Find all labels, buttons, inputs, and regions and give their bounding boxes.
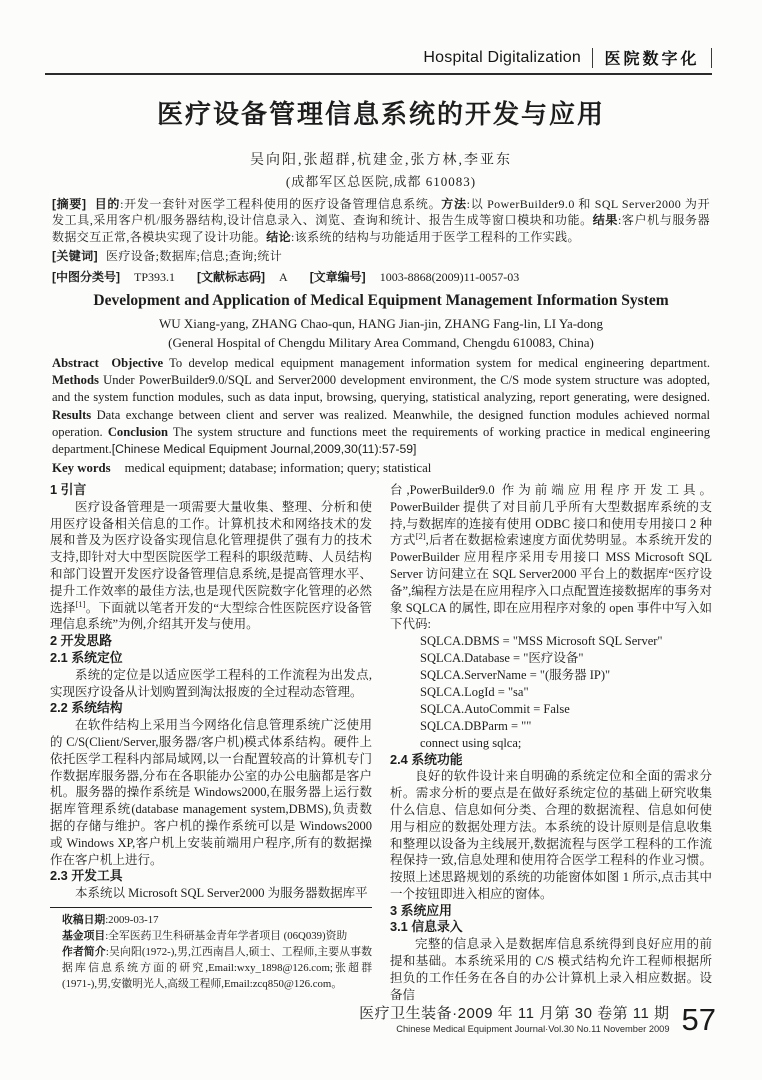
paragraph-functions: 良好的软件设计来自明确的系统定位和全面的需求分析。需求分析的要点是在做好系统定位的基础上研究收集什么信息、信息如何分类、合理的数据流程、信息如何使用与相应的数据处理方法。本系统的设计原则是信息收集和整理以设备为主线展开,数据流程与医学工程科的工作流程保持一致,信息处理和使用符合医学工程科的作业习惯。按照上述思路规划的系统的功能窗体如图 1 所示,点击其中一个按钮即进入相应的窗体。 [390, 769, 712, 901]
keywords-cn [52, 248, 710, 264]
meta-line [52, 269, 710, 285]
abstract-objective-text: :开发一套针对医学工程科使用的医疗设备管理信息系统。 [120, 197, 442, 211]
abstract-en-methods-label: Methods [52, 373, 99, 388]
abstract-en-lead: Abstract [52, 356, 99, 371]
abstract-tag: [摘要] [52, 197, 87, 211]
paragraph-intro-text: 医疗设备管理是一项需要大量收集、整理、分析和使用医疗设备相关信息的工作。计算机技术和网络技术的发展和普及为医疗设备实现信息化管理提供了强有力的技术支持,即针对大中型医院医学工程科的职级范畴、人员结构和部门设置开发医疗设备管理信息系统,是提高管理水平、提升工作效率的最佳方法,也是现代医院数字化管理的必然选择 [50, 499, 372, 615]
footer-journal-en: Chinese Medical Equipment Journal·Vol.30 No.11 November 2009 [396, 1023, 670, 1034]
abstract-en-objective-label: Objective [111, 356, 164, 371]
paragraph-positioning: 系统的定位是以适应医学工程科的工作流程为出发点,实现医疗设备从计划购置到淘汰报废的全过程动态管理。 [50, 667, 372, 699]
reference-mark-1: [1] [75, 598, 86, 609]
keywords-tag: [关键词] [52, 249, 98, 264]
reference-mark-2: [2] [415, 531, 426, 542]
fund-text: :全军医药卫生科研基金青年学者项目 (06Q039)资助 [105, 929, 348, 942]
section-heading-3: 3 系统应用 [390, 902, 452, 918]
code-line: SQLCA.ServerName = "(服务器 IP)" [420, 667, 611, 682]
header-column-title-en: Hospital Digitalization [423, 48, 581, 66]
article-no-tag: [文章编号] [309, 269, 366, 284]
abstract-methods-label: 方法 [441, 197, 467, 211]
keywords-text: 医疗设备;数据库;信息;查询;统计 [106, 249, 283, 264]
paragraph-intro [50, 499, 372, 633]
article-title-en: Development and Application of Medical Equipment Management Information System [93, 292, 669, 310]
abstract-en-results-text: Data exchange between client and server was realized. Meanwhile, the designed function modules achieved normal operation. [52, 407, 710, 439]
abstract-en-conclusion-text: The system structure and functions meet the requirements of working practice in medical engineering department. [52, 424, 711, 457]
footer-journal-cn: 医疗卫生装备·2009 年 11 月第 30 卷第 11 期 [359, 1004, 670, 1022]
paragraph-devtools-partial: 本系统以 Microsoft SQL Server2000 为服务器数据库平 [75, 886, 368, 901]
code-line: SQLCA.DBMS = "MSS Microsoft SQL Server" [420, 634, 663, 649]
section-heading-3-1: 3.1 信息录入 [390, 919, 463, 935]
code-line: connect using sqlca; [420, 735, 522, 750]
section-heading-2-1: 2.1 系统定位 [50, 649, 123, 665]
keywords-en-text: medical equipment; database; information; query; statistical [124, 461, 432, 476]
fund-label: 基金项目 [62, 929, 106, 942]
received-date-label: 收稿日期 [62, 913, 106, 926]
doc-code-value: A [279, 269, 288, 284]
page-number: 57 [681, 1002, 716, 1037]
abstract-conclusion-text: :该系统的结构与功能适用于医学工程科的工作实践。 [291, 229, 580, 244]
footer-journal-info [359, 1005, 669, 1035]
page-header [423, 46, 712, 69]
section-heading-2-2: 2.2 系统结构 [50, 700, 123, 716]
abstract-en-results-label: Results [52, 407, 92, 422]
abstract-objective-label: 目的 [94, 197, 121, 211]
body-column-left [50, 482, 372, 992]
bio-label: 作者简介 [62, 945, 106, 958]
paragraph-devtools-continued [390, 482, 712, 633]
header-rule [45, 73, 712, 75]
abstract-cn [52, 196, 710, 245]
section-heading-2-4: 2.4 系统功能 [390, 751, 463, 767]
abstract-en-conclusion-label: Conclusion [107, 424, 169, 439]
keywords-en-label: Key words [52, 461, 111, 476]
code-line: SQLCA.AutoCommit = False [420, 701, 570, 716]
body-column-right [390, 482, 712, 1003]
front-matter [52, 98, 710, 477]
bio-text: :吴向阳(1972-),男,江西南昌人,硕士、工程师,主要从事数据库信息系统方面的研究,Email:wxy_1898@126.com;张超群(1971-),男,安徽明光人,高级工程师,Email:zcq850@126.com。 [62, 945, 372, 990]
clc-tag: [中图分类号] [52, 269, 120, 284]
abstract-results-label: 结果 [592, 213, 618, 228]
abstract-conclusion-label: 结论 [266, 229, 292, 244]
header-column-title-cn: 医院数字化 [604, 51, 700, 68]
section-heading-2-3: 2.3 开发工具 [50, 868, 123, 884]
authors-en: WU Xiang-yang, ZHANG Chao-qun, HANG Jian-jin, ZHANG Fang-lin, LI Ya-dong [158, 316, 604, 332]
footnote-bio [62, 944, 372, 992]
section-heading-1: 1 引言 [50, 482, 87, 497]
keywords-en [52, 460, 710, 477]
footnote-fund [62, 928, 372, 944]
abstract-en-methods-text: Under PowerBuilder9.0/SQL and Server2000 development environment, the C/S mode system structure was adopted, and the system function modules, such as data input, browsing, querying, statistical analyzing, report generating, were designed. [52, 373, 710, 405]
section-heading-2: 2 开发思路 [50, 633, 112, 649]
affiliation-cn: (成都军区总医院,成都 610083) [285, 174, 477, 189]
code-line: SQLCA.DBParm = "" [420, 718, 532, 733]
paragraph-devtools-end: ,后者在数据检索速度方面优势明显。本系统开发的 PowerBuilder 应用程序采用专用接口 MSS Microsoft SQL Server 访问建立在 SQL Server2000 平台上的数据库“医疗设备”,编程方法是在应用程序入口点配置连接数据库的事务对象 SQLCA 的属性, 即在应用程序对象的 open 事件中写入如下代码: [390, 533, 712, 632]
paragraph-devtools-text: 台,PowerBuilder9.0 作为前端应用程序开发工具。PowerBuilder 提供了对目前几乎所有大型数据库系统的支持,与数据库的连接有使用 ODBC 接口和使用专用接口 2 种方式 [390, 483, 712, 548]
header-divider-bar [592, 48, 594, 68]
clc-value: TP393.1 [134, 269, 176, 284]
code-line: SQLCA.Database = "医疗设备" [420, 651, 584, 666]
footnote-block [50, 907, 372, 992]
code-block [390, 633, 712, 751]
paragraph-structure: 在软件结构上采用当今网络化信息管理系统广泛使用的 C/S(Client/Server,服务器/客户机)模式体系结构。硬件上依托医学工程科内部局域网,以一台配置较高的计算机专门作数据库服务器,分布在各职能办公室的办公电脑都是客户机。服务器的操作系统是 Windows2000,在服务器上运行数据库管理系统(database management system,DBMS),负责数据的存储与维护。客户机的操作系统可以是 Windows2000 或 Windows XP,客户机上安装前端用户程序,所有的数据操作在客户机上进行。 [50, 718, 372, 867]
code-line: SQLCA.LogId = "sa" [420, 684, 529, 699]
abstract-en-objective-text: To develop medical equipment management information system for medical engineering department. [163, 356, 711, 371]
footnote-received [62, 912, 372, 928]
header-end-bar [711, 48, 713, 68]
page-footer [359, 1004, 716, 1035]
article-title-cn: 医疗设备管理信息系统的开发与应用 [156, 100, 605, 129]
abstract-results-text: :客户机与服务器数据交互正常,各模块实现了设计功能。 [52, 213, 710, 244]
abstract-methods-text: :以 PowerBuilder9.0 和 SQL Server2000 为开发工具,采用客户机/服务器结构,设计信息录入、浏览、查询和统计、报告生成等窗口模块和功能。 [52, 197, 710, 228]
doc-code-tag: [文献标志码] [197, 269, 266, 284]
abstract-en [52, 355, 710, 458]
journal-citation: [Chinese Medical Equipment Journal,2009,30(11):57-59] [111, 442, 417, 457]
article-no-value: 1003-8868(2009)11-0057-03 [379, 269, 520, 284]
affiliation-en: (General Hospital of Chengdu Military Area Command, Chengdu 610083, China) [168, 335, 594, 351]
paragraph-intro-end: 。下面就以笔者开发的“大型综合性医院医疗设备管理信息系统”为例,介绍其开发与使用。 [50, 600, 372, 632]
authors-cn: 吴向阳,张超群,杭建金,张方林,李亚东 [250, 153, 512, 168]
received-date-text: :2009-03-17 [105, 913, 159, 926]
paragraph-data-entry-partial: 完整的信息录入是数据库信息系统得到良好应用的前提和基础。本系统采用的 C/S 模式结构允许工程师根据所担负的工作任务在各自的办公计算机上录入相应数据。设备信 [390, 937, 712, 1002]
